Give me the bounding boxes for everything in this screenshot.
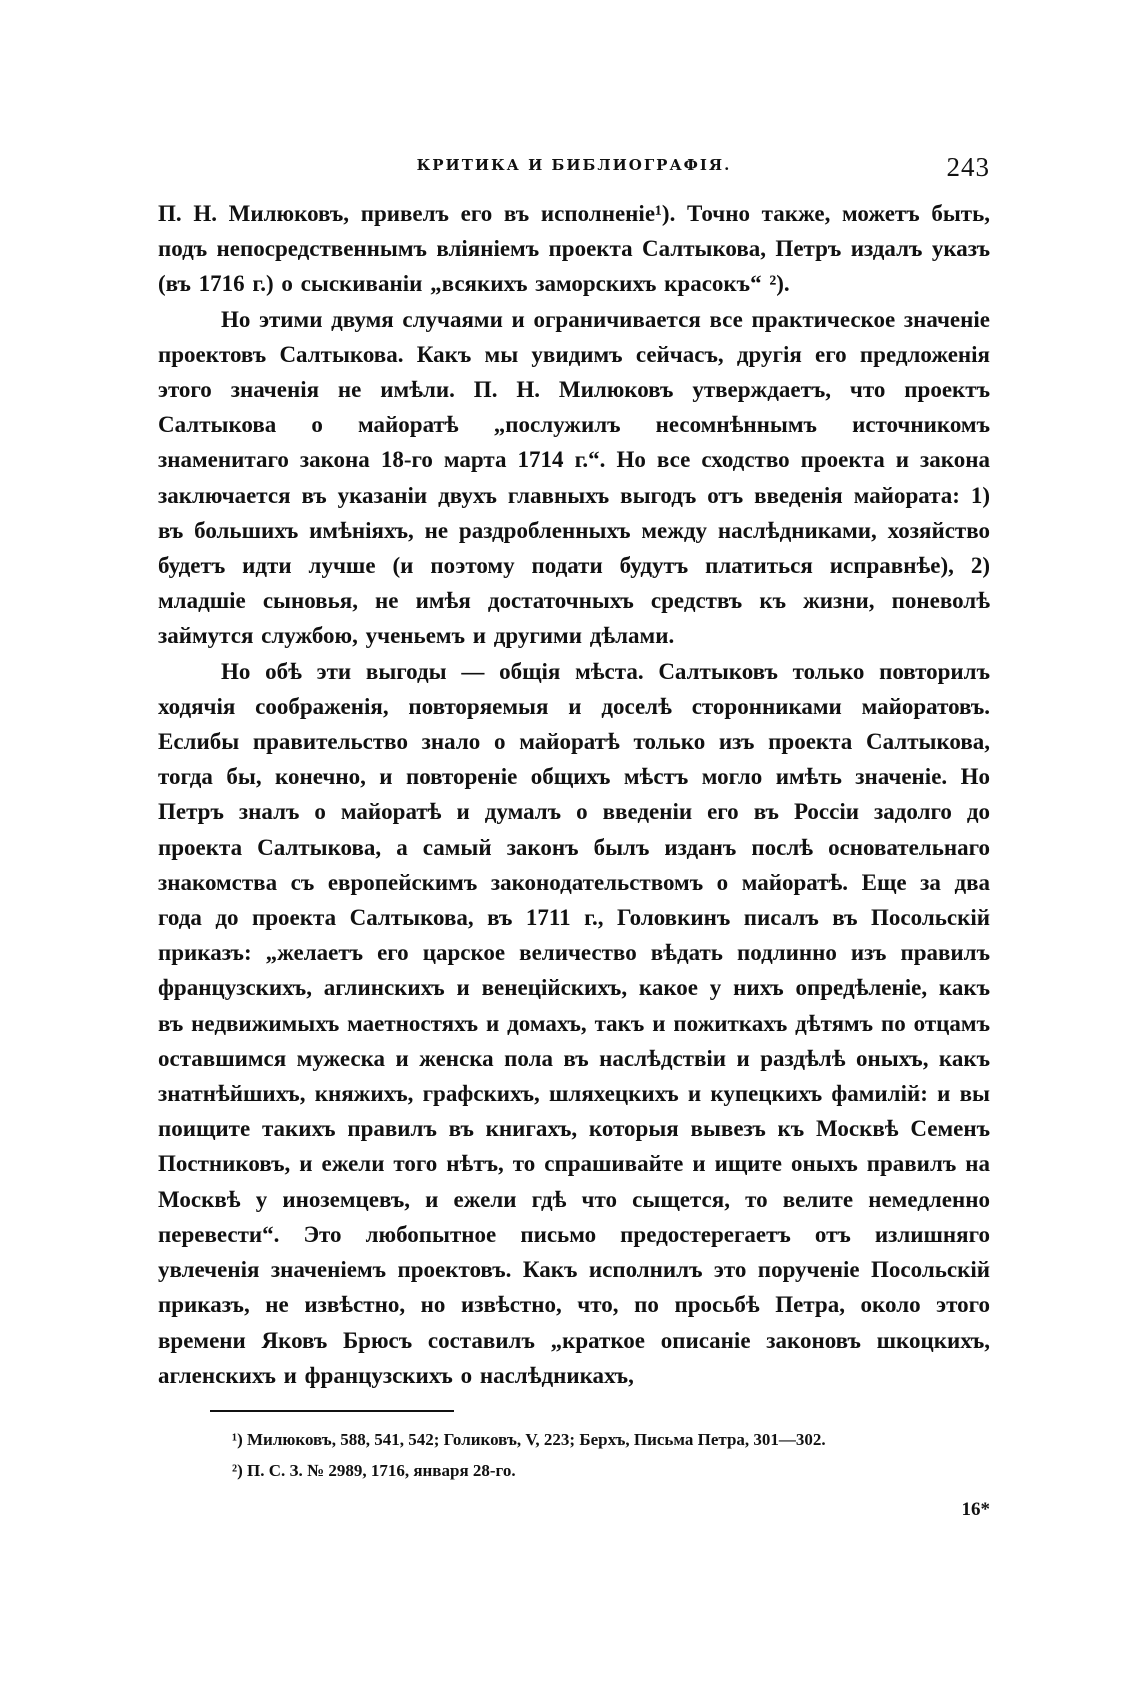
paragraph-1: П. Н. Милюковъ, привелъ его въ исполненіе¹). Точно также, можетъ быть, подъ непосредственнымъ вліяніемъ проекта Салтыкова, Петръ издалъ указъ (въ 1716 г.) о сыскиваніи „всякихъ заморскихъ красокъ“ ²).: [158, 201, 990, 297]
page-number: 243: [946, 152, 990, 182]
running-title: КРИТИКА И БИБЛИОГРАФІЯ.: [416, 156, 732, 174]
footnote-1: ¹) Милюковъ, 588, 541, 542; Голиковъ, V, 223; Берхъ, Письма Петра, 301—302.: [232, 1430, 826, 1449]
paragraph-2: Но этими двумя случаями и ограничивается все практическое значеніе проектовъ Салтыкова. Какъ мы увидимъ сейчасъ, другія его предложенія этого значенія не имѣли. П. Н. Милюковъ утверждаетъ, что проектъ Салтыкова о майоратѣ „послужилъ несомнѣннымъ источникомъ знаменитаго закона 18-го марта 1714 г.“. Но все сходство проекта и закона заключается въ указаніи двухъ главныхъ выгодъ отъ введенія майората: 1) въ большихъ имѣніяхъ, не раздробленныхъ между наслѣдниками, хозяйство будетъ идти лучше (и поэтому подати будутъ платиться исправнѣе), 2) младшіе сыновья, не имѣя достаточныхъ средствъ къ жизни, поневолѣ займутся службою, ученьемъ и другими дѣлами.: [158, 306, 990, 649]
main-text: [158, 196, 990, 1393]
footnote-2: ²) П. С. З. № 2989, 1716, января 28-го.: [232, 1461, 516, 1480]
page-header: [158, 152, 990, 186]
printer-signature-mark: 16*: [961, 1499, 990, 1520]
footnote-divider: [210, 1410, 454, 1412]
paragraph-3: Но обѣ эти выгоды — общія мѣста. Салтыковъ только повторилъ ходячія соображенія, повторяемыя и доселѣ сторонниками майоратовъ. Еслибы правительство знало о майоратѣ только изъ проекта Салтыкова, тогда бы, конечно, и повтореніе общихъ мѣстъ могло имѣть значеніе. Но Петръ зналъ о майоратѣ и думалъ о введеніи его въ Россіи задолго до проекта Салтыкова, а самый законъ былъ изданъ послѣ основательнаго знакомства съ европейскимъ законодательствомъ о майоратѣ. Еще за два года до проекта Салтыкова, въ 1711 г., Головкинъ писалъ въ Посольскій приказъ: „желаетъ его царское величество вѣдать подлинно изъ правилъ французскихъ, аглинскихъ и венеційскихъ, какое у нихъ опредѣленіе, какъ въ недвижимыхъ маетностяхъ и домахъ, такъ и пожиткахъ дѣтямъ по отцамъ оставшимся мужеска и женска пола въ наслѣдствіи и раздѣлѣ оныхъ, какъ знатнѣйшихъ, княжихъ, графскихъ, шляхецкихъ и купецкихъ фамилій: и вы поищите такихъ правилъ въ книгахъ, которыя вывезъ къ Москвѣ Семенъ Постниковъ, и ежели того нѣтъ, то спрашивайте и ищите оныхъ правилъ на Москвѣ у иноземцевъ, и ежели гдѣ что сыщется, то велите немедленно перевести“. Это любопытное письмо предостерегаетъ отъ излишняго увлеченія значеніемъ проектовъ. Какъ исполнилъ это порученіе Посольскій приказъ, не извѣстно, но извѣстно, что, по просьбѣ Петра, около этого времени Яковъ Брюсъ составилъ „краткое описаніе законовъ шкоцкихъ, агленскихъ и французскихъ о наслѣдникахъ,: [158, 658, 990, 1388]
footnotes: [232, 1424, 990, 1486]
